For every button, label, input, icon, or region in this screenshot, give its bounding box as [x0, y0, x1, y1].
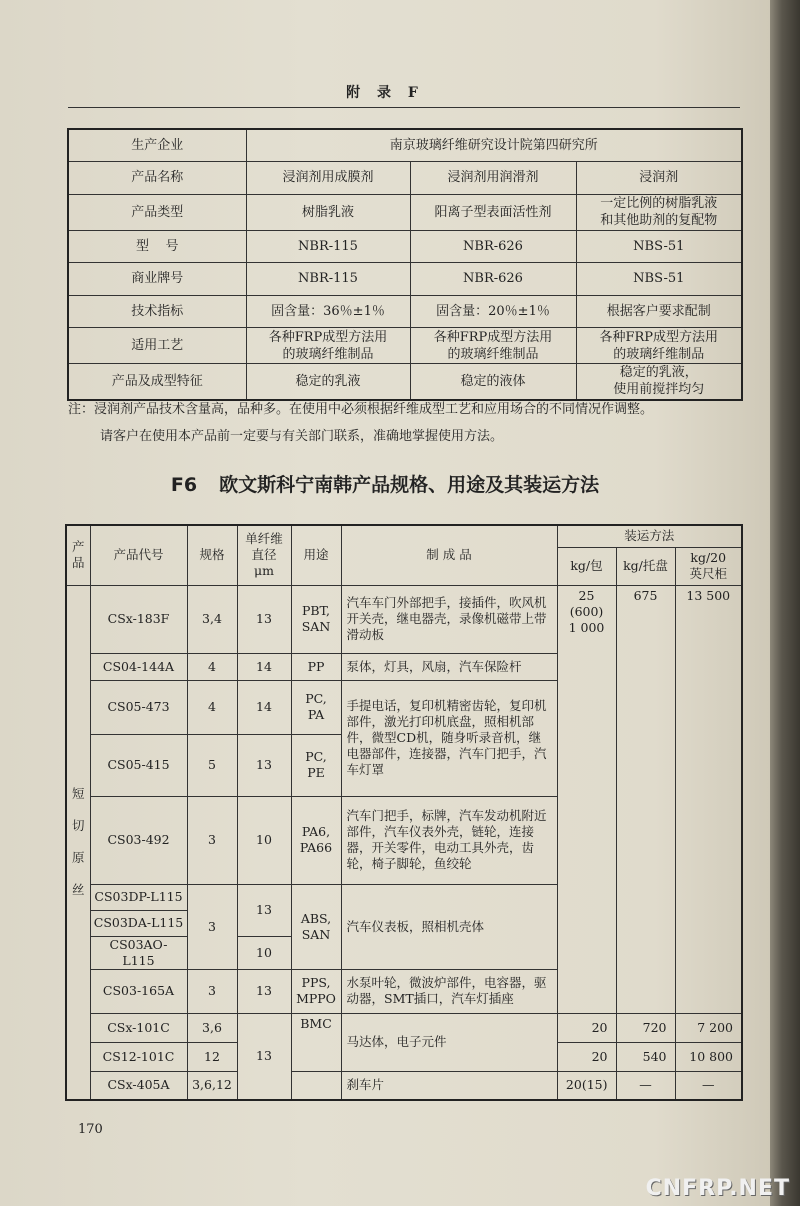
producer-name: 南京玻璃纤维研究设计院第四研究所	[246, 129, 742, 162]
use-cell: PA6, PA66	[291, 796, 341, 884]
table-cell: 稳定的液体	[410, 364, 576, 400]
header-rule	[68, 107, 740, 108]
table-row	[68, 194, 742, 230]
kg-container-cell: 10 800	[675, 1042, 742, 1071]
spec-cell: 3,6,12	[187, 1071, 237, 1100]
products-cell: 手提电话，复印机精密齿轮，复印机部件，激光打印机底盘，照相机部件，微型CD机，随身听录音机，继电器部件，连接器，汽车门把手，汽车灯罩	[341, 680, 557, 796]
header-products: 制 成 品	[341, 525, 557, 585]
spec-cell: 4	[187, 680, 237, 734]
table-row	[66, 585, 742, 653]
table-header-row	[66, 525, 742, 547]
diameter-cell: 13	[237, 734, 291, 796]
table-row	[68, 129, 742, 162]
spec-cell: 5	[187, 734, 237, 796]
note-line-2: 请客户在使用本产品前一定要与有关部门联系，准确地掌握使用方法。	[100, 429, 504, 444]
table-cell: 浸润剂	[576, 162, 742, 195]
table-cell: 浸润剂用润滑剂	[410, 162, 576, 195]
table-row	[66, 1071, 742, 1100]
products-cell: 汽车仪表板，照相机壳体	[341, 884, 557, 969]
diameter-cell: 13	[237, 585, 291, 653]
table-cell: NBS-51	[576, 230, 742, 263]
page-number: 170	[78, 1122, 103, 1137]
kg-container-cell: 13 500	[675, 585, 742, 1013]
header-kg-pallet: kg/托盘	[616, 547, 675, 585]
table-cell: 浸润剂用成膜剂	[246, 162, 410, 195]
products-cell: 汽车门把手，标牌，汽车发动机附近部件，汽车仪表外壳，链轮，连接器，开关零件，电动工具外壳，齿轮，椅子脚轮，鱼绞轮	[341, 796, 557, 884]
sizing-agent-table	[67, 128, 743, 401]
header-category: 产 品	[66, 525, 90, 585]
diameter-cell: 10	[237, 936, 291, 969]
spec-cell: 3,6	[187, 1013, 237, 1042]
table-cell: 阳离子型表面活性剂	[410, 194, 576, 230]
table-row	[68, 263, 742, 296]
spec-cell: 3	[187, 969, 237, 1013]
use-cell: PPS, MPPO	[291, 969, 341, 1013]
row-label: 型 号	[68, 230, 246, 263]
use-cell: ABS, SAN	[291, 884, 341, 969]
table-row	[68, 295, 742, 328]
table-row	[66, 1013, 742, 1042]
diameter-cell: 14	[237, 680, 291, 734]
table-cell: 各种FRP成型方法用 的玻璃纤维制品	[410, 328, 576, 364]
spec-cell: 3	[187, 884, 237, 969]
row-label: 产品名称	[68, 162, 246, 195]
header-kg-bag: kg/包	[557, 547, 616, 585]
diameter-cell: 13	[237, 969, 291, 1013]
row-label: 商业牌号	[68, 263, 246, 296]
spec-cell: 3	[187, 796, 237, 884]
section-number: F6	[170, 474, 198, 496]
product-code: CS03-492	[90, 796, 187, 884]
running-head: 附 录 F	[346, 85, 424, 101]
product-code: CS03AO-L115	[90, 936, 187, 969]
use-cell: PP	[291, 653, 341, 680]
table-row	[68, 328, 742, 364]
kg-bag-cell: 25 (600) 1 000	[557, 585, 616, 1013]
product-code: CS04-144A	[90, 653, 187, 680]
table-cell: NBR-626	[410, 230, 576, 263]
product-code: CSx-101C	[90, 1013, 187, 1042]
use-cell	[291, 1071, 341, 1100]
kg-container-cell: —	[675, 1071, 742, 1100]
table-cell: 各种FRP成型方法用 的玻璃纤维制品	[576, 328, 742, 364]
header-kg-container: kg/20 英尺柜	[675, 547, 742, 585]
product-code: CSx-183F	[90, 585, 187, 653]
kg-bag-cell: 20	[557, 1042, 616, 1071]
table-row	[68, 230, 742, 263]
product-code: CS03DA-L115	[90, 910, 187, 936]
table-cell: 树脂乳液	[246, 194, 410, 230]
producer-label: 生产企业	[68, 129, 246, 162]
header-use: 用途	[291, 525, 341, 585]
table-cell: 稳定的乳液	[246, 364, 410, 400]
header-spec: 规格	[187, 525, 237, 585]
diameter-cell: 13	[237, 884, 291, 936]
kg-pallet-cell: 540	[616, 1042, 675, 1071]
spec-cell: 12	[187, 1042, 237, 1071]
table-cell: 固含量：36％±1％	[246, 295, 410, 328]
product-code: CSx-405A	[90, 1071, 187, 1100]
product-code: CS03DP-L115	[90, 884, 187, 910]
spec-cell: 4	[187, 653, 237, 680]
header-diameter: 单纤维 直径 μm	[237, 525, 291, 585]
products-cell: 泵体，灯具，风扇，汽车保险杆	[341, 653, 557, 680]
product-code: CS12-101C	[90, 1042, 187, 1071]
use-cell: BMC	[291, 1013, 341, 1071]
table-cell: 稳定的乳液， 使用前搅拌均匀	[576, 364, 742, 400]
section-title: 欧文斯科宁南韩产品规格、用途及其装运方法	[219, 474, 600, 496]
table-cell: NBR-115	[246, 263, 410, 296]
table-cell: NBR-626	[410, 263, 576, 296]
table-cell: 各种FRP成型方法用 的玻璃纤维制品	[246, 328, 410, 364]
table-cell: NBR-115	[246, 230, 410, 263]
diameter-cell: 13	[237, 1013, 291, 1100]
diameter-cell: 14	[237, 653, 291, 680]
header-code: 产品代号	[90, 525, 187, 585]
row-label: 产品及成型特征	[68, 364, 246, 400]
diameter-cell: 10	[237, 796, 291, 884]
category-cell: 短 切 原 丝	[66, 585, 90, 1100]
table-cell: 一定比例的树脂乳液 和其他助剂的复配物	[576, 194, 742, 230]
kg-bag-cell: 20(15)	[557, 1071, 616, 1100]
header-shipping: 装运方法	[557, 525, 742, 547]
row-label: 适用工艺	[68, 328, 246, 364]
use-cell: PC, PA	[291, 680, 341, 734]
table-cell: 根据客户要求配制	[576, 295, 742, 328]
watermark-logo: CNFRP.NET	[645, 1176, 790, 1201]
kg-pallet-cell: —	[616, 1071, 675, 1100]
product-code: CS03-165A	[90, 969, 187, 1013]
product-spec-table	[65, 524, 743, 1101]
kg-bag-cell: 20	[557, 1013, 616, 1042]
products-cell: 水泵叶轮，微波炉部件，电容器，驱动器，SMT插口，汽车灯插座	[341, 969, 557, 1013]
product-code: CS05-415	[90, 734, 187, 796]
products-cell: 刹车片	[341, 1071, 557, 1100]
kg-container-cell: 7 200	[675, 1013, 742, 1042]
table-row	[68, 162, 742, 195]
use-cell: PBT, SAN	[291, 585, 341, 653]
kg-pallet-cell: 675	[616, 585, 675, 1013]
products-cell: 马达体，电子元件	[341, 1013, 557, 1071]
product-code: CS05-473	[90, 680, 187, 734]
note-line-1: 注：浸润剂产品技术含量高，品种多。在使用中必须根据纤维成型工艺和应用场合的不同情况作调整。	[68, 402, 654, 417]
products-cell: 汽车车门外部把手，接插件，吹风机开关壳，继电器壳，录像机磁带上带滑动板	[341, 585, 557, 653]
use-cell: PC, PE	[291, 734, 341, 796]
table-cell: 固含量：20％±1％	[410, 295, 576, 328]
section-heading	[0, 470, 770, 497]
spec-cell: 3,4	[187, 585, 237, 653]
row-label: 产品类型	[68, 194, 246, 230]
table-row	[68, 364, 742, 400]
kg-pallet-cell: 720	[616, 1013, 675, 1042]
row-label: 技术指标	[68, 295, 246, 328]
page-edge-shadow	[770, 0, 800, 1206]
table-cell: NBS-51	[576, 263, 742, 296]
